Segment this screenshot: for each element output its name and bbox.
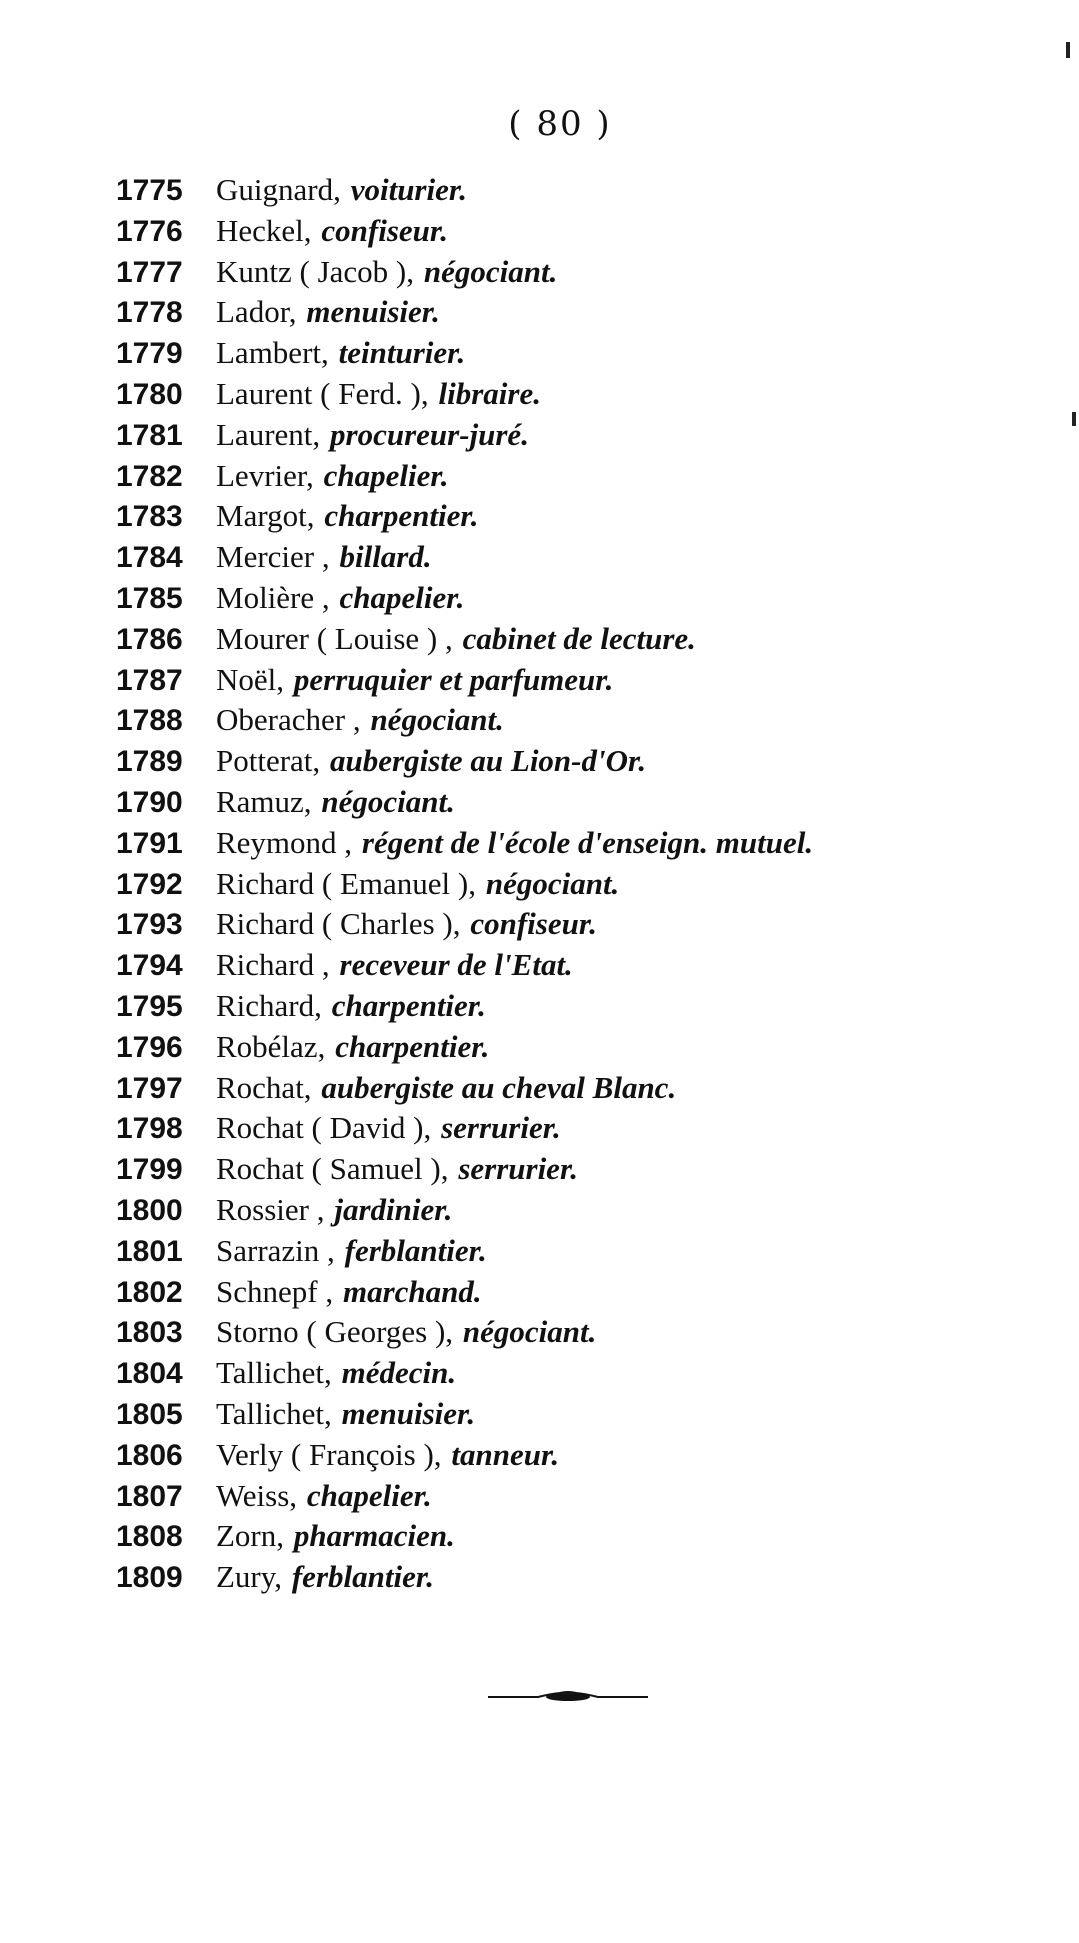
list-item xyxy=(116,904,1056,945)
entry-number: 1782 xyxy=(116,459,183,493)
entry-name: Tallichet, xyxy=(216,1395,332,1431)
list-item xyxy=(116,660,1056,701)
entry-number: 1784 xyxy=(116,541,183,575)
list-item xyxy=(116,211,1056,252)
entry-occupation: négociant. xyxy=(423,253,558,289)
entry-name: Zorn, xyxy=(216,1518,285,1554)
entry-name: Robélaz, xyxy=(216,1028,326,1064)
entry-name: Weiss, xyxy=(216,1477,298,1513)
entry-number: 1776 xyxy=(116,214,183,248)
entry-occupation: négociant. xyxy=(485,865,620,901)
list-item xyxy=(116,1557,1056,1598)
entry-name: Lador, xyxy=(216,294,297,330)
entry-number: 1785 xyxy=(116,581,183,615)
list-item xyxy=(116,456,1056,497)
entry-name: Richard , xyxy=(216,947,330,983)
directory-list xyxy=(116,170,1056,1598)
end-ornament xyxy=(488,1690,648,1704)
entry-name: Rochat, xyxy=(216,1069,312,1105)
entry-number: 1809 xyxy=(116,1561,183,1595)
entry-number: 1777 xyxy=(116,255,183,289)
entry-name: Schnepf , xyxy=(216,1273,334,1309)
entry-occupation: ferblantier. xyxy=(291,1559,434,1595)
entry-occupation: négociant. xyxy=(462,1314,597,1350)
list-item xyxy=(116,782,1056,823)
entry-name: Richard, xyxy=(216,987,322,1023)
list-item xyxy=(116,170,1056,211)
entry-number: 1789 xyxy=(116,745,183,779)
entry-occupation: aubergiste au cheval Blanc. xyxy=(321,1069,677,1105)
list-item xyxy=(116,1435,1056,1476)
entry-name: Levrier, xyxy=(216,457,314,493)
entry-name: Mercier , xyxy=(216,539,330,575)
list-item xyxy=(116,1027,1056,1068)
entry-number: 1788 xyxy=(116,704,183,738)
entry-name: Ramuz, xyxy=(216,783,312,819)
list-item xyxy=(116,1149,1056,1190)
entry-number: 1798 xyxy=(116,1112,183,1146)
entry-number: 1801 xyxy=(116,1234,183,1268)
entry-number: 1807 xyxy=(116,1479,183,1513)
entry-occupation: cabinet de lecture. xyxy=(462,620,696,656)
list-item xyxy=(116,700,1056,741)
list-item xyxy=(116,823,1056,864)
page-number: ( 80 ) xyxy=(508,104,612,144)
entry-name: Oberacher , xyxy=(216,702,361,738)
entry-name: Heckel, xyxy=(216,212,312,248)
entry-occupation: médecin. xyxy=(341,1355,457,1391)
entry-occupation: serrurier. xyxy=(458,1151,579,1187)
entry-number: 1800 xyxy=(116,1193,183,1227)
list-item xyxy=(116,1476,1056,1517)
entry-occupation: aubergiste au Lion-d'Or. xyxy=(330,743,647,779)
entry-number: 1796 xyxy=(116,1030,183,1064)
entry-number: 1791 xyxy=(116,826,183,860)
entry-name: Rossier , xyxy=(216,1191,325,1227)
entry-name: Kuntz ( Jacob ), xyxy=(216,253,414,289)
entry-occupation: chapelier. xyxy=(323,457,449,493)
entry-name: Mourer ( Louise ) , xyxy=(216,620,453,656)
entry-occupation: billard. xyxy=(339,539,432,575)
entry-name: Laurent, xyxy=(216,416,321,452)
entry-occupation: négociant. xyxy=(321,783,455,819)
entry-occupation: teinturier. xyxy=(338,335,466,371)
list-item xyxy=(116,578,1056,619)
entry-name: Richard ( Charles ), xyxy=(216,906,461,942)
entry-name: Laurent ( Ferd. ), xyxy=(216,375,429,411)
entry-number: 1802 xyxy=(116,1275,183,1309)
entry-number: 1778 xyxy=(116,296,183,330)
list-item xyxy=(116,1394,1056,1435)
list-item xyxy=(116,1231,1056,1272)
list-item xyxy=(116,619,1056,660)
entry-name: Margot, xyxy=(216,498,315,534)
entry-occupation: perruquier et parfumeur. xyxy=(293,661,614,697)
list-item xyxy=(116,415,1056,456)
entry-occupation: receveur de l'Etat. xyxy=(339,947,573,983)
entry-name: Verly ( François ), xyxy=(216,1436,442,1472)
entry-number: 1786 xyxy=(116,622,183,656)
entry-occupation: confiseur. xyxy=(470,906,597,942)
list-item xyxy=(116,292,1056,333)
entry-number: 1805 xyxy=(116,1397,183,1431)
entry-occupation: marchand. xyxy=(342,1273,482,1309)
list-item xyxy=(116,864,1056,905)
entry-number: 1790 xyxy=(116,785,183,819)
list-item xyxy=(116,252,1056,293)
entry-number: 1787 xyxy=(116,663,183,697)
margin-mark xyxy=(1072,412,1076,426)
entry-name: Reymond , xyxy=(216,824,353,860)
entry-occupation: charpentier. xyxy=(335,1028,490,1064)
entry-name: Lambert, xyxy=(216,335,329,371)
entry-occupation: ferblantier. xyxy=(344,1232,487,1268)
entry-occupation: voiturier. xyxy=(350,172,467,207)
entry-number: 1783 xyxy=(116,500,183,534)
entry-name: Rochat ( David ), xyxy=(216,1110,432,1146)
list-item xyxy=(116,1272,1056,1313)
list-item xyxy=(116,374,1056,415)
entry-number: 1794 xyxy=(116,949,183,983)
entry-number: 1799 xyxy=(116,1153,183,1187)
list-item xyxy=(116,1068,1056,1109)
list-item xyxy=(116,1312,1056,1353)
entry-occupation: chapelier. xyxy=(306,1477,432,1513)
entry-number: 1808 xyxy=(116,1520,183,1554)
entry-occupation: charpentier. xyxy=(324,498,479,534)
entry-occupation: procureur-juré. xyxy=(330,416,529,452)
entry-occupation: tanneur. xyxy=(451,1436,560,1472)
entry-name: Noël, xyxy=(216,661,285,697)
entry-occupation: jardinier. xyxy=(334,1191,453,1227)
entry-number: 1793 xyxy=(116,908,183,942)
entry-occupation: menuisier. xyxy=(341,1395,476,1431)
list-item xyxy=(116,986,1056,1027)
list-item xyxy=(116,1516,1056,1557)
list-item xyxy=(116,496,1056,537)
entry-occupation: libraire. xyxy=(438,375,541,411)
margin-mark xyxy=(1066,42,1070,58)
entry-number: 1795 xyxy=(116,989,183,1023)
list-item xyxy=(116,537,1056,578)
list-item xyxy=(116,1108,1056,1149)
entry-occupation: serrurier. xyxy=(441,1110,561,1146)
entry-number: 1792 xyxy=(116,867,183,901)
entry-name: Richard ( Emanuel ), xyxy=(216,865,476,901)
entry-number: 1797 xyxy=(116,1071,183,1105)
entry-occupation: charpentier. xyxy=(331,987,486,1023)
entry-name: Storno ( Georges ), xyxy=(216,1314,454,1350)
list-item xyxy=(116,333,1056,374)
entry-number: 1804 xyxy=(116,1357,183,1391)
entry-occupation: menuisier. xyxy=(306,294,440,330)
entry-name: Rochat ( Samuel ), xyxy=(216,1151,449,1187)
entry-number: 1775 xyxy=(116,174,183,207)
entry-number: 1781 xyxy=(116,418,183,452)
entry-occupation: confiseur. xyxy=(321,212,448,248)
entry-name: Molière , xyxy=(216,579,330,615)
entry-name: Zury, xyxy=(216,1559,282,1595)
entry-name: Potterat, xyxy=(216,743,321,779)
list-item xyxy=(116,945,1056,986)
list-item xyxy=(116,1353,1056,1394)
entry-number: 1806 xyxy=(116,1438,183,1472)
entry-occupation: chapelier. xyxy=(339,579,465,615)
entry-occupation: pharmacien. xyxy=(293,1518,455,1554)
entry-name: Sarrazin , xyxy=(216,1232,335,1268)
list-item xyxy=(116,1190,1056,1231)
entry-occupation: négociant. xyxy=(370,702,504,738)
entry-name: Tallichet, xyxy=(216,1355,332,1391)
entry-number: 1803 xyxy=(116,1316,183,1350)
entry-number: 1779 xyxy=(116,337,183,371)
list-item xyxy=(116,741,1056,782)
entry-name: Guignard, xyxy=(216,172,341,207)
entry-occupation: régent de l'école d'enseign. mutuel. xyxy=(361,824,814,860)
entry-number: 1780 xyxy=(116,377,183,411)
